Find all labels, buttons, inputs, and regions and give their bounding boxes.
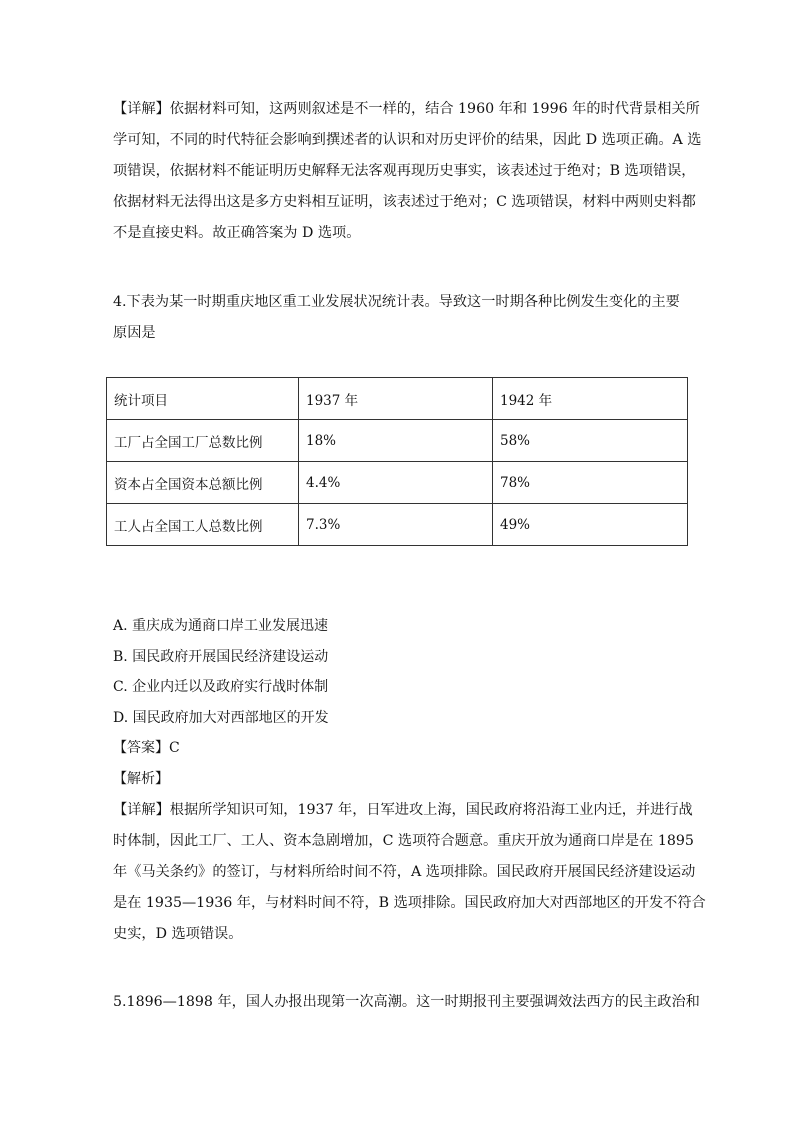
table-cell: 工人占全国工人总数比例 <box>107 504 299 546</box>
question-4-detail <box>113 795 706 950</box>
answer-label: 【答案】C <box>113 740 180 756</box>
detail-line: 是在 1935—1936 年，与材料时间不符，B 选项排除。国民政府加大对西部地区的开发不符合 <box>113 895 706 911</box>
detail-line: 学可知，不同的时代特征会影响到撰述者的认识和对历史评价的结果，因此 D 选项正确。A 选 <box>113 132 702 148</box>
table-cell: 18% <box>299 420 493 462</box>
header-cell: 统计项目 <box>107 378 299 420</box>
question-4-options <box>113 611 693 794</box>
header-cell: 1937 年 <box>299 378 493 420</box>
table-header-row <box>107 378 688 420</box>
option-a: A. 重庆成为通商口岸工业发展迅速 <box>113 618 329 634</box>
table-cell: 资本占全国资本总额比例 <box>107 462 299 504</box>
table-cell: 78% <box>493 462 688 504</box>
header-cell: 1942 年 <box>493 378 688 420</box>
analysis-label: 【解析】 <box>113 770 169 787</box>
detail-line: 项错误，依据材料不能证明历史解释无法客观再现历史事实，该表述过于绝对；B 选项错误， <box>113 163 696 179</box>
detail-line: 【详解】依据材料可知，这两则叙述是不一样的，结合 1960 年和 1996 年的时代背景相关所 <box>113 101 700 117</box>
stem-line: 4.下表为某一时期重庆地区重工业发展状况统计表。导致这一时期各种比例发生变化的主要 <box>113 294 680 310</box>
table-row <box>107 462 688 504</box>
table-row <box>107 504 688 546</box>
table-row <box>107 420 688 462</box>
option-b: B. 国民政府开展国民经济建设运动 <box>113 648 329 665</box>
previous-question-detail <box>113 94 702 249</box>
question-4-stem <box>113 287 693 349</box>
table-cell: 49% <box>493 504 688 546</box>
table-cell: 58% <box>493 420 688 462</box>
question-5-stem <box>113 987 700 1018</box>
detail-line: 不是直接史料。故正确答案为 D 选项。 <box>113 225 361 241</box>
stem-line: 原因是 <box>113 325 156 341</box>
detail-line: 年《马关条约》的签订，与材料所给时间不符，A 选项排除。国民政府开展国民经济建设运动 <box>113 864 696 880</box>
statistics-table <box>106 377 688 546</box>
option-c: C. 企业内迁以及政府实行战时体制 <box>113 679 329 695</box>
table-cell: 7.3% <box>299 504 493 546</box>
stem-line: 5.1896—1898 年，国人办报出现第一次高潮。这一时期报刊主要强调效法西方的民主政治和 <box>113 994 700 1010</box>
option-d: D. 国民政府加大对西部地区的开发 <box>113 709 329 726</box>
detail-line: 史实，D 选项错误。 <box>113 926 243 942</box>
table-cell: 4.4% <box>299 462 493 504</box>
detail-line: 依据材料无法得出这是多方史料相互证明，该表述过于绝对；C 选项错误，材料中两则史料都 <box>113 194 696 210</box>
detail-line: 时体制，因此工厂、工人、资本急剧增加，C 选项符合题意。重庆开放为通商口岸是在 1895 <box>113 833 694 849</box>
table-cell: 工厂占全国工厂总数比例 <box>107 420 299 462</box>
detail-line: 【详解】根据所学知识可知，1937 年，日军进攻上海，国民政府将沿海工业内迁，并进行战 <box>113 802 693 818</box>
